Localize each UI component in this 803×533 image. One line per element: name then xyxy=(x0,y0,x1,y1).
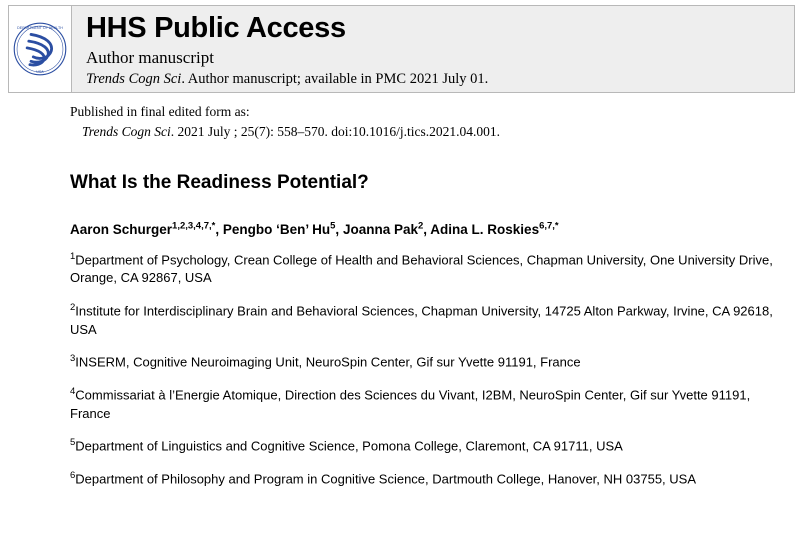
published-citation xyxy=(70,122,803,142)
article-front-matter xyxy=(70,172,803,489)
affiliation-text: Department of Psychology, Crean College of Health and Behavioral Sciences, Chapman University, One University Drive, Orange, CA 92867, USA xyxy=(70,251,773,286)
banner-citation-journal: Trends Cogn Sci xyxy=(86,70,182,87)
hhs-public-access-banner xyxy=(8,5,795,93)
author-name: Pengbo ‘Ben’ Hu xyxy=(222,221,331,237)
document-page xyxy=(0,5,803,533)
author-entry xyxy=(343,222,430,237)
author-affiliation-marker: 2 xyxy=(417,220,424,232)
banner-subtitle: Author manuscript xyxy=(86,47,214,67)
affiliation-text: INSERM, Cognitive Neuroimaging Unit, NeuroSpin Center, Gif sur Yvette 91191, France xyxy=(75,354,581,370)
banner-citation-rest: . Author manuscript; available in PMC 2021 July 01. xyxy=(181,70,489,87)
author-entry xyxy=(223,222,343,237)
affiliation-marker: 2 xyxy=(70,301,76,313)
author-entry xyxy=(70,222,223,237)
author-separator: , xyxy=(215,221,223,237)
affiliation-marker: 1 xyxy=(70,250,76,262)
hhs-seal-logo xyxy=(9,6,72,92)
affiliation-item xyxy=(70,301,775,339)
affiliation-text: Institute for Interdisciplinary Brain and Behavioral Sciences, Chapman University, 14725 Alton Parkway, Irvine, CA 92618, USA xyxy=(70,303,773,337)
author-affiliation-marker: 1,2,3,4,7,* xyxy=(172,220,216,232)
svg-text:DEPARTMENT OF HEALTH: DEPARTMENT OF HEALTH xyxy=(17,25,63,30)
published-citation-rest: . 2021 July ; 25(7): 558–570. doi:10.1016/j.tics.2021.04.001. xyxy=(170,123,501,139)
affiliation-text: Department of Philosophy and Program in Cognitive Science, Dartmouth College, Hanover, NH 03755, USA xyxy=(75,471,697,487)
affiliation-text: Commissariat à l’Energie Atomique, Direction des Sciences du Vivant, I2BM, NeuroSpin Center, Gif sur Yvette 91191, France xyxy=(70,387,751,421)
affiliation-item xyxy=(70,436,775,456)
author-name: Adina L. Roskies xyxy=(430,221,540,237)
author-name: Joanna Pak xyxy=(342,221,418,237)
banner-title: HHS Public Access xyxy=(86,12,346,45)
published-label: Published in final edited form as: xyxy=(70,104,250,119)
author-separator: , xyxy=(335,221,343,237)
affiliation-item xyxy=(70,385,775,423)
author-entry xyxy=(430,222,558,237)
banner-citation xyxy=(86,70,488,89)
affiliation-item xyxy=(70,352,775,372)
published-block xyxy=(70,102,803,141)
affiliation-marker: 4 xyxy=(70,385,76,397)
author-separator: , xyxy=(423,221,431,237)
author-affiliation-marker: 5 xyxy=(330,220,336,232)
affiliation-marker: 5 xyxy=(70,437,76,449)
affiliation-marker: 3 xyxy=(70,353,76,365)
author-affiliation-marker: 6,7,* xyxy=(539,220,559,232)
affiliation-text: Department of Linguistics and Cognitive Science, Pomona College, Claremont, CA 91711, USA xyxy=(75,438,623,454)
affiliation-item xyxy=(70,469,775,489)
svg-text:USA: USA xyxy=(36,70,44,75)
hhs-seal-icon xyxy=(12,21,68,77)
affiliation-item xyxy=(70,250,775,288)
author-name: Aaron Schurger xyxy=(70,221,173,237)
page-title: What Is the Readiness Potential? xyxy=(70,172,369,194)
author-list xyxy=(70,220,775,237)
banner-text-block xyxy=(72,6,488,92)
published-citation-journal: Trends Cogn Sci xyxy=(82,123,171,139)
affiliation-marker: 6 xyxy=(70,469,76,481)
